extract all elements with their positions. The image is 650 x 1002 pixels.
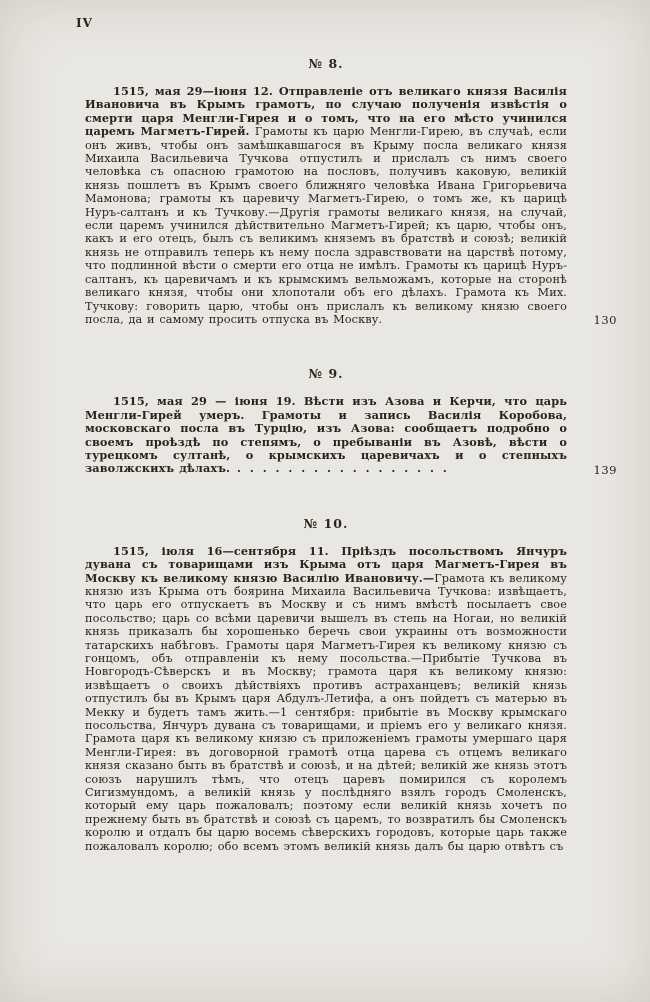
entry-text — [85, 85, 567, 326]
page-reference: 130 — [593, 313, 617, 328]
catalog-entry-10 — [85, 516, 617, 853]
entry-summary: 1515, мая 29—іюня 12. Отправленіе отъ великаго князя Василія Ивановича въ Крымъ грамотъ, по случаю полученія извѣстія о смерти царя Менгли-Гирея и о томъ, что на его мѣсто учинился царемъ Магметъ-Гирей. — [85, 84, 567, 139]
dot-leader: . . . . . . . . . . . . . . . . . — [230, 461, 449, 476]
catalog-entry-8 — [85, 56, 617, 326]
folio-number: IV — [76, 16, 93, 30]
entry-summary: 1515, іюля 16—сентября 11. Пріѣздъ посольствомъ Янчуръ дувана съ товарищами изъ Крыма отъ царя Магметъ-Гирея въ Москву къ великому князю Василію Ивановичу.— — [85, 543, 567, 585]
entry-number: № 8. — [308, 56, 344, 71]
page-reference: 139 — [593, 462, 617, 477]
entry-summary: 1515, мая 29 — іюня 19. Вѣсти изъ Азова и Керчи, что царь Менгли-Гирей умеръ. Грамоты и запись Василія Коробова, московскаго посла въ Турцію, изъ Азова: сообщаетъ подробно о своемъ проѣздѣ по степямъ, о пребываніи въ Азовѣ, вѣсти о турецкомъ султанѣ, о крымскихъ царевичахъ и о степныхъ заволжскихъ дѣлахъ. — [85, 394, 567, 476]
entry-description: Грамоты къ царю Менгли-Гирею, въ случаѣ, если онъ живъ, чтобы онъ замѣшкавшагося въ Крыму посла великаго князя Михаила Васильевича Тучкова отпустилъ и прислалъ съ нимъ своего человѣка съ опасною грамотою на пословъ, получивъ каковую, великій князь пошлетъ въ Крымъ своего ближняго человѣка Ивана Григорьевича Мамонова; грамоты къ царевичу Магметъ-Гирею, о томъ же, къ царицѣ Нуръ-салтанъ и къ Тучкову.—Другія грамоты великаго князя, на случай, если царемъ учинился дѣйствительно Магметъ-Гирей; къ царю, чтобы онъ, какъ и его отецъ, былъ съ великимъ княземъ въ братствѣ и союзѣ; великій князь не отправилъ теперь къ нему посла здравствовати на царствѣ потому, что подлинной вѣсти о смерти его отца не имѣлъ. Грамоты къ царицѣ Нуръ-салтанъ, къ царевичамъ и къ крымскимъ вельможамъ, которые на сторонѣ великаго князя, чтобы они хлопотали объ его дѣлахъ. Грамота къ Мих. Тучкову: говорить царю, чтобы онъ прислалъ къ великому князю своего посла, да и самому просить отпуска въ Москву. — [85, 125, 567, 326]
entry-description: Грамота къ великому князю изъ Крыма отъ боярина Михаила Васильевича Тучкова: извѣщаетъ, что царь его отпускаетъ въ Москву и съ нимъ вмѣстѣ посылаетъ свое посольство; царь со всѣми царевичи вышелъ въ степь на Ногаи, но великій князь приказалъ бы хорошенько беречь свои украины отъ возможности татарскихъ набѣговъ. Грамоты царя Магметъ-Гирея къ великому князю съ гонцомъ, объ отправленіи къ нему посольства.—Прибытіе Тучкова въ Новгородъ-Сѣверскъ и въ Москву; грамота царя къ великому князю: извѣщаетъ о своихъ дѣйствіяхъ противъ астраханцевъ; великій князь отпустилъ бы въ Крымъ царя Абдулъ-Летифа, а онъ пойдетъ съ матерью въ Мекку и будетъ тамъ жить.—1 сентября: прибытіе въ Москву крымскаго посольства, Янчуръ дувана съ товарищами, и пріемъ его у великаго князя. Грамота царя къ великому князю съ приложеніемъ грамоты умершаго царя Менгли-Гирея: въ договорной грамотѣ отца царева съ отцемъ великаго князя сказано быть въ братствѣ и союзѣ, и на дѣтей; великій же князь этотъ союзъ нарушилъ тѣмъ, что отецъ царевъ помирился съ королемъ Сигизмундомъ, а великій князь у послѣдняго взялъ городъ Смоленскъ, который ему царь пожаловалъ; поэтому если великій князь хочетъ по прежнему быть въ братствѣ и союзѣ съ царемъ, то возвратилъ бы Смоленскъ королю и отдалъ бы царю восемь сѣверскихъ городовъ, которые царь также пожаловалъ королю; обо всемъ этомъ великій князь далъ бы царю отвѣтъ съ — [85, 571, 567, 853]
entry-text — [85, 545, 567, 853]
catalog-entry-9 — [85, 366, 617, 475]
entry-number: № 10. — [303, 515, 349, 531]
entry-text — [85, 395, 567, 475]
entry-number: № 9. — [308, 366, 344, 382]
